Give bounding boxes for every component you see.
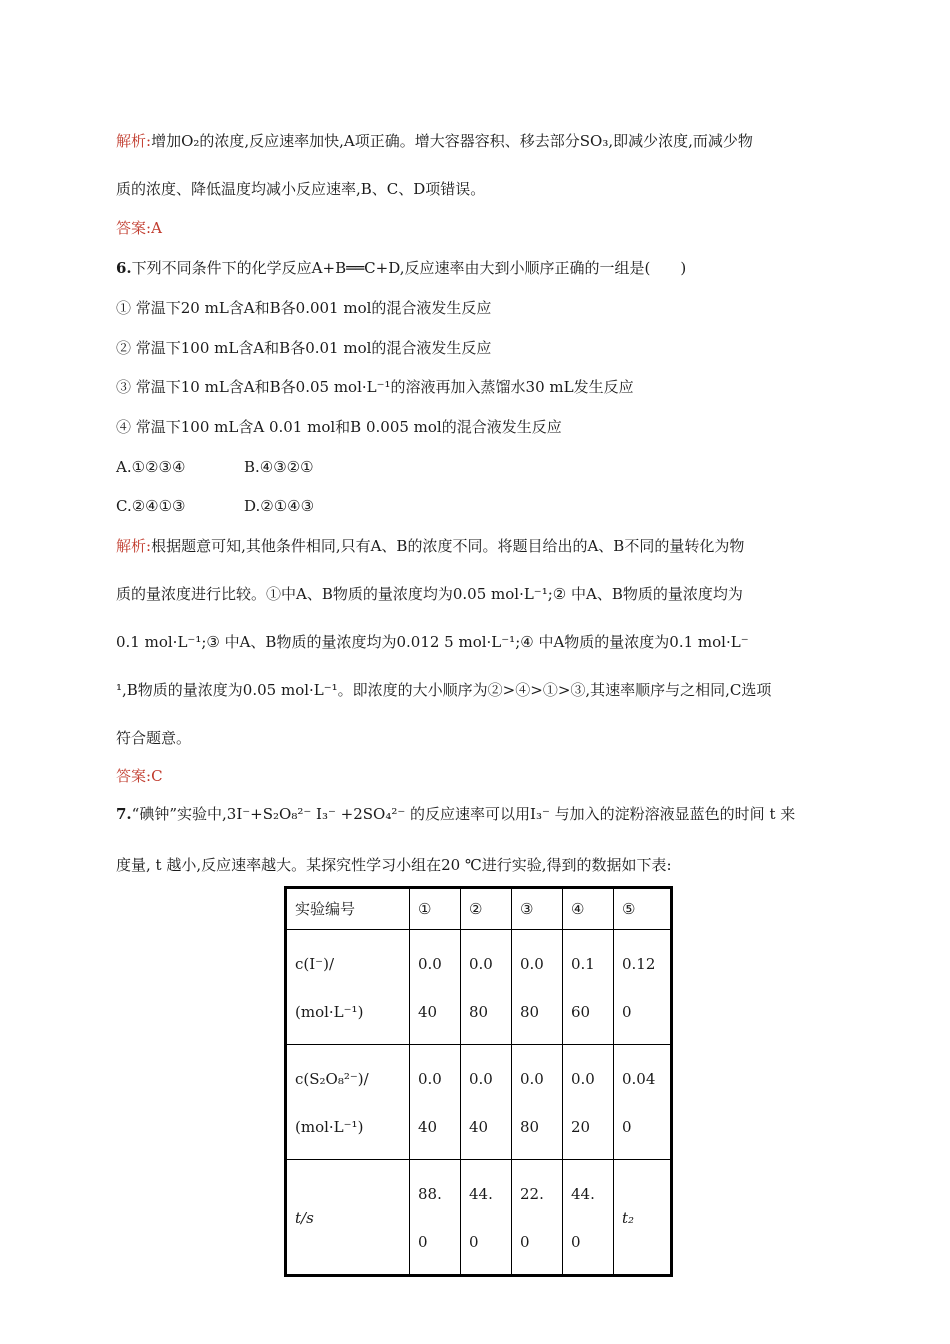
cell-line: 0 [571,1233,581,1251]
analysis-line [116,131,753,151]
cell-line: 0 [418,1233,428,1251]
option-row [116,457,314,477]
answer-line [116,218,162,238]
answer-label: 答案: [116,219,152,237]
cell-line: t₂ [622,1209,635,1227]
cell-line: 80 [469,1003,489,1021]
answer-label: 答案: [116,767,152,785]
table-header-cell: ③ [512,888,563,930]
cell-line: 44. [571,1185,595,1203]
cell-line: 0.0 [469,1070,493,1088]
question-7-stem [116,804,795,824]
question-number: 6. [116,259,132,277]
table-cell [512,1160,563,1276]
experiment-table [284,886,673,1277]
cell-line: 40 [418,1003,438,1021]
option-d: D.②①④③ [244,497,315,515]
cell-line: 0.0 [469,955,493,973]
analysis-line: 质的量浓度进行比较。①中A、B物质的量浓度均为0.05 mol·L⁻¹;② 中A、B物质的量浓度均为 [116,585,743,603]
analysis-text: 增加O₂的浓度,反应速率加快,A项正确。增大容器容积、移去部分SO₃,即减少浓度,而减少物 [151,132,753,150]
cell-line: 80 [520,1118,540,1136]
analysis-line: 质的浓度、降低温度均减小反应速率,B、C、D项错误。 [116,180,486,198]
cell-line: 0.0 [418,955,442,973]
row-label-top: c(S₂O₈²⁻)/ [295,1070,369,1088]
question-text: 下列不同条件下的化学反应A+B══C+D,反应速率由大到小顺序正确的一组是( ) [131,259,687,277]
question-7-stem-continued: 度量, t 越小,反应速率越大。某探究性学习小组在20 ℃进行实验,得到的数据如下表: [116,856,672,874]
option-row [116,496,314,516]
table-cell [410,930,461,1045]
condition-item: ② 常温下100 mL含A和B各0.01 mol的混合液发生反应 [116,339,492,357]
table-cell [563,1160,614,1276]
cell-line: 60 [571,1003,591,1021]
question-number: 7. [116,805,132,823]
row-label-unit: (mol·L⁻¹) [295,1118,364,1136]
condition-item: ③ 常温下10 mL含A和B各0.05 mol·L⁻¹的溶液再加入蒸馏水30 mL发生反应 [116,378,634,396]
analysis-line [116,536,744,556]
row-label [286,1045,410,1160]
answer-value: A [151,219,162,237]
question-text: “碘钟”实验中,3I⁻+S₂O₈²⁻ I₃⁻ +2SO₄²⁻ 的反应速率可以用I₃⁻ 与加入的淀粉溶液显蓝色的时间 t 来 [131,805,796,823]
table-cell [614,1160,672,1276]
table-header-cell: ④ [563,888,614,930]
table-header-row [286,888,672,930]
cell-line: 0.0 [418,1070,442,1088]
cell-line: 0 [469,1233,479,1251]
cell-line: 0.0 [571,1070,595,1088]
table-row [286,1045,672,1160]
table-cell [512,1045,563,1160]
cell-line: 20 [571,1118,591,1136]
analysis-text: 根据题意可知,其他条件相同,只有A、B的浓度不同。将题目给出的A、B不同的量转化为物 [151,537,745,555]
cell-line: 0.0 [520,955,544,973]
table-cell [563,1045,614,1160]
table-cell [563,930,614,1045]
table-row [286,1160,672,1276]
table-header-cell: ① [410,888,461,930]
cell-line: 80 [520,1003,540,1021]
row-label [286,1160,410,1276]
cell-line: 0.04 [622,1070,656,1088]
analysis-line: 符合题意。 [116,729,192,747]
option-a: A.①②③④ [116,458,186,476]
table-cell [410,1045,461,1160]
condition-item: ④ 常温下100 mL含A 0.01 mol和B 0.005 mol的混合液发生反应 [116,418,562,436]
analysis-line: ¹,B物质的量浓度为0.05 mol·L⁻¹。即浓度的大小顺序为②>④>①>③,其速率顺序与之相同,C选项 [116,681,772,699]
table-header-cell: 实验编号 [286,888,410,930]
row-label-unit: (mol·L⁻¹) [295,1003,364,1021]
analysis-line: 0.1 mol·L⁻¹;③ 中A、B物质的量浓度均为0.012 5 mol·L⁻¹;④ 中A物质的量浓度为0.1 mol·L⁻ [116,633,749,651]
table-cell [461,1160,512,1276]
question-6-stem [116,258,686,278]
row-label [286,930,410,1045]
row-label-top: c(I⁻)/ [295,955,335,973]
cell-line: 44. [469,1185,493,1203]
table-cell [461,930,512,1045]
cell-line: 88. [418,1185,442,1203]
cell-line: 0.0 [520,1070,544,1088]
table-header-cell: ② [461,888,512,930]
row-label-top: t/s [295,1209,314,1227]
cell-line: 40 [469,1118,489,1136]
cell-line: 0.12 [622,955,656,973]
table-header-cell: ⑤ [614,888,672,930]
option-c: C.②④①③ [116,497,186,515]
table-cell [512,930,563,1045]
cell-line: 0 [520,1233,530,1251]
option-b: B.④③②① [244,458,314,476]
cell-line: 0 [622,1003,632,1021]
table-cell [614,1045,672,1160]
table-cell [614,930,672,1045]
cell-line: 40 [418,1118,438,1136]
analysis-label: 解析: [116,132,152,150]
answer-value: C [151,767,163,785]
table-cell [461,1045,512,1160]
answer-line [116,766,163,786]
condition-item: ① 常温下20 mL含A和B各0.001 mol的混合液发生反应 [116,299,492,317]
cell-line: 0.1 [571,955,595,973]
analysis-label: 解析: [116,537,152,555]
table-row [286,930,672,1045]
table-cell [410,1160,461,1276]
cell-line: 0 [622,1118,632,1136]
cell-line: 22. [520,1185,544,1203]
